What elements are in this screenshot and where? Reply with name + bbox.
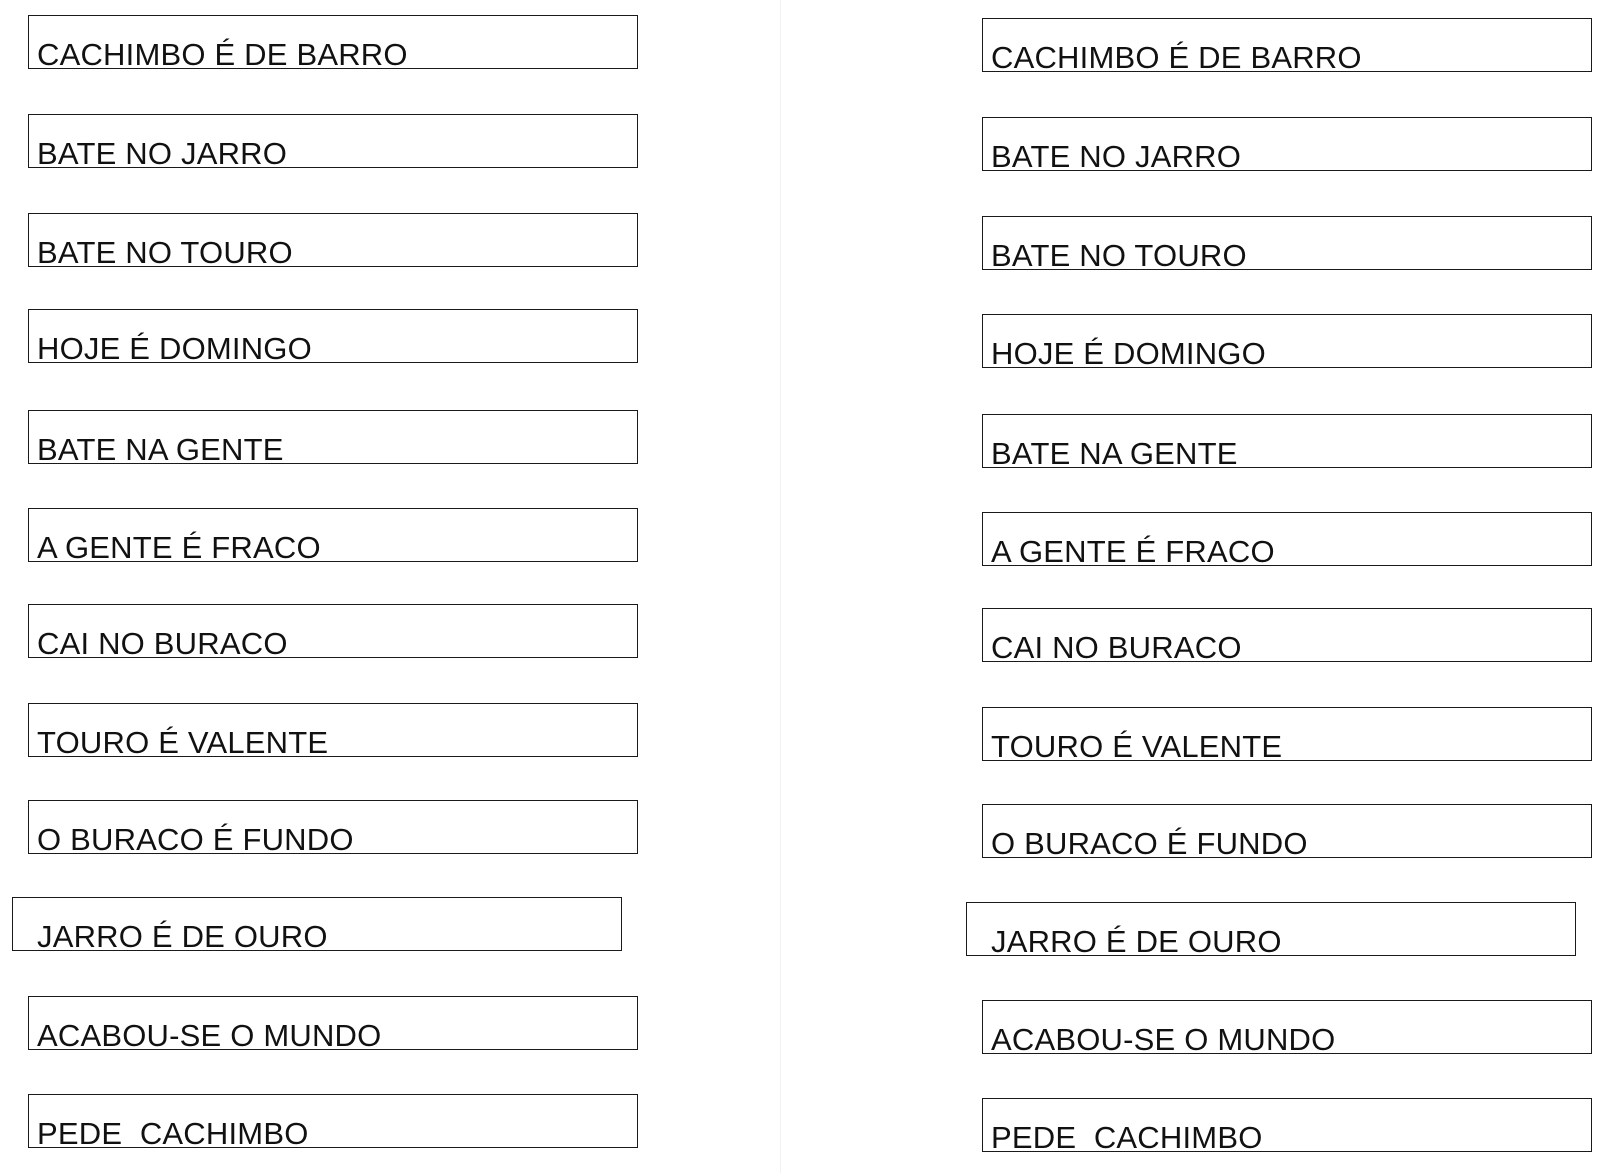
strip-text: O BURACO É FUNDO [991,826,1308,861]
strip-text: A GENTE É FRACO [37,530,321,565]
strip-text: CACHIMBO É DE BARRO [37,37,408,72]
text-strip [28,15,638,72]
text-strip [982,804,1592,861]
text-strip [982,512,1592,569]
text-strip [12,897,622,954]
strip-text: PEDE CACHIMBO [991,1120,1263,1155]
text-strip [982,117,1592,174]
text-strip [982,707,1592,764]
text-strip [28,996,638,1053]
strip-text: CAI NO BURACO [991,630,1242,665]
text-strip [28,114,638,171]
strip-text: HOJE É DOMINGO [991,336,1266,371]
text-strip [28,508,638,565]
text-strip [28,703,638,760]
strip-text: TOURO É VALENTE [37,725,329,760]
strip-text: JARRO É DE OURO [37,919,328,954]
text-strip [982,608,1592,665]
strip-text: PEDE CACHIMBO [37,1116,309,1151]
text-strip [966,902,1576,959]
text-strip [28,604,638,661]
strip-text: ACABOU-SE O MUNDO [991,1022,1336,1057]
strip-text: TOURO É VALENTE [991,729,1283,764]
strip-text: BATE NO JARRO [991,139,1242,174]
strip-text: BATE NO JARRO [37,136,288,171]
text-strip [982,414,1592,471]
text-strip [982,1000,1592,1057]
text-strip [982,314,1592,371]
strip-text: BATE NA GENTE [991,436,1238,471]
text-strip [28,410,638,467]
strip-text: O BURACO É FUNDO [37,822,354,857]
strip-text: HOJE É DOMINGO [37,331,312,366]
text-strip [28,309,638,366]
text-strip [982,1098,1592,1155]
strip-text: BATE NO TOURO [37,235,293,270]
strip-text: ACABOU-SE O MUNDO [37,1018,382,1053]
strip-text: CACHIMBO É DE BARRO [991,40,1362,75]
text-strip [28,1094,638,1151]
text-strip [982,18,1592,75]
text-strip [28,800,638,857]
text-strip [28,213,638,270]
strip-text: JARRO É DE OURO [991,924,1282,959]
strip-text: BATE NA GENTE [37,432,284,467]
page-fold-line [780,0,781,1173]
strip-text: CAI NO BURACO [37,626,288,661]
text-strip [982,216,1592,273]
strip-text: BATE NO TOURO [991,238,1247,273]
strip-text: A GENTE É FRACO [991,534,1275,569]
